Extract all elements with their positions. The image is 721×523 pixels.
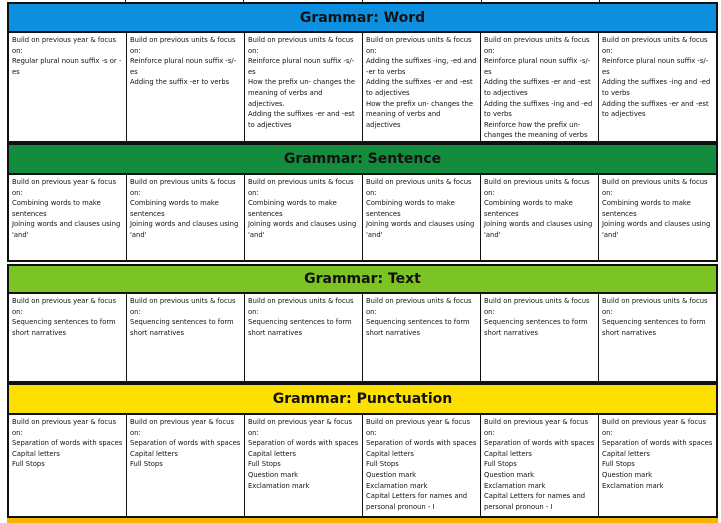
focus-item: Combining words to make sentences	[130, 199, 219, 218]
focus-item: Question mark	[484, 470, 535, 479]
focus-item: Full Stops	[602, 460, 635, 469]
unit-cell	[481, 33, 599, 141]
focus-item: Joining words and clauses using 'and'	[130, 220, 239, 239]
focus-intro: Build on previous year & focus on:	[366, 418, 470, 437]
focus-item: Question mark	[602, 470, 653, 479]
section-heading: Grammar: Sentence	[7, 143, 718, 173]
focus-item: Combining words to make sentences	[366, 199, 455, 218]
focus-intro: Build on previous units & focus on:	[602, 36, 708, 55]
focus-item: Full Stops	[12, 460, 45, 469]
focus-item: Exclamation mark	[248, 481, 310, 490]
focus-intro: Build on previous units & focus on:	[484, 178, 590, 197]
focus-item: Reinforce plural noun suffix -s/-es	[130, 57, 237, 76]
unit-cell	[363, 415, 481, 516]
focus-item: Sequencing sentences to form short narratives	[12, 318, 116, 337]
focus-item: Adding the suffixes -ing, -ed and -er to verbs	[366, 57, 477, 76]
unit-cell	[245, 294, 363, 381]
focus-item: Question mark	[366, 470, 417, 479]
unit-cell	[363, 294, 481, 381]
focus-item: Joining words and clauses using 'and'	[12, 220, 121, 239]
focus-item: Separation of words with spaces	[484, 439, 595, 448]
focus-item: Exclamation mark	[366, 481, 428, 490]
section-row	[7, 413, 718, 518]
focus-item: Separation of words with spaces	[12, 439, 123, 448]
focus-intro: Build on previous units & focus on:	[248, 36, 354, 55]
unit-cell	[481, 294, 599, 381]
focus-item: Capital letters	[366, 449, 414, 458]
focus-item: Full Stops	[366, 460, 399, 469]
unit-cell	[481, 415, 599, 516]
focus-item: Sequencing sentences to form short narratives	[366, 318, 470, 337]
focus-item: Joining words and clauses using 'and'	[366, 220, 475, 239]
focus-intro: Build on previous year & focus on:	[12, 418, 116, 437]
focus-intro: Build on previous units & focus on:	[366, 297, 472, 316]
focus-item: Capital letters	[130, 449, 178, 458]
focus-item: Combining words to make sentences	[484, 199, 573, 218]
next-section-strip	[7, 518, 718, 523]
unit-cell	[9, 415, 127, 516]
focus-item: Full Stops	[130, 460, 163, 469]
unit-cell	[127, 33, 245, 141]
focus-intro: Build on previous year & focus on:	[12, 178, 116, 197]
focus-intro: Build on previous year & focus on:	[12, 297, 116, 316]
focus-item: Adding the suffixes -er and -est to adjectives	[366, 78, 473, 97]
unit-cell	[127, 175, 245, 260]
focus-intro: Build on previous units & focus on:	[366, 36, 472, 55]
focus-intro: Build on previous units & focus on:	[248, 297, 354, 316]
section-heading: Grammar: Text	[7, 264, 718, 292]
focus-intro: Build on previous units & focus on:	[484, 36, 590, 55]
unit-cell	[127, 294, 245, 381]
section-text	[7, 264, 718, 383]
section-heading: Grammar: Word	[7, 2, 718, 31]
focus-item: Exclamation mark	[602, 481, 664, 490]
focus-item: Sequencing sentences to form short narratives	[484, 318, 588, 337]
focus-item: Separation of words with spaces	[602, 439, 713, 448]
unit-cell	[599, 175, 716, 260]
section-row	[7, 173, 718, 262]
focus-item: Adding the suffixes -ing and -ed to verbs	[484, 99, 593, 119]
unit-cell	[9, 33, 127, 141]
focus-item: Sequencing sentences to form short narratives	[602, 318, 706, 337]
section-punctuation	[7, 383, 718, 518]
focus-item: Full Stops	[484, 460, 517, 469]
focus-item: Joining words and clauses using 'and'	[602, 220, 711, 239]
focus-intro: Build on previous year & focus on:	[130, 418, 234, 437]
focus-item: Adding the suffix -er to verbs	[130, 78, 230, 87]
unit-cell	[599, 33, 716, 141]
section-row	[7, 292, 718, 383]
unit-cell	[599, 415, 716, 516]
focus-intro: Build on previous units & focus on:	[602, 297, 708, 316]
unit-cell	[363, 33, 481, 141]
focus-intro: Build on previous units & focus on:	[130, 178, 236, 197]
focus-item: Reinforce plural noun suffix -s/-es	[248, 57, 355, 76]
focus-item: Capital letters	[248, 449, 296, 458]
focus-intro: Build on previous year & focus on:	[12, 36, 116, 55]
unit-cell	[363, 175, 481, 260]
focus-intro: Build on previous units & focus on:	[248, 178, 354, 197]
unit-cell	[127, 415, 245, 516]
focus-item: Regular plural noun suffix -s or -es	[12, 57, 122, 76]
focus-intro: Build on previous units & focus on:	[366, 178, 472, 197]
focus-item: Capital letters	[484, 449, 532, 458]
section-row	[7, 31, 718, 143]
section-word	[7, 2, 718, 143]
focus-intro: Build on previous units & focus on:	[602, 178, 708, 197]
focus-item: Combining words to make sentences	[12, 199, 101, 218]
focus-item: Sequencing sentences to form short narratives	[130, 318, 234, 337]
focus-item: Full Stops	[248, 460, 281, 469]
focus-item: Adding the suffixes -er and -est to adjectives	[602, 99, 709, 119]
focus-item: Combining words to make sentences	[248, 199, 337, 218]
focus-intro: Build on previous year & focus on:	[602, 418, 706, 437]
focus-item: Adding the suffixes -er and -est to adjectives	[484, 78, 591, 97]
unit-cell	[9, 175, 127, 260]
focus-item: Separation of words with spaces	[366, 439, 477, 448]
section-sentence	[7, 143, 718, 262]
focus-item: Separation of words with spaces	[248, 439, 359, 448]
focus-item: Separation of words with spaces	[130, 439, 241, 448]
focus-intro: Build on previous units & focus on:	[130, 297, 236, 316]
unit-cell	[9, 294, 127, 381]
focus-item: Exclamation mark	[484, 481, 546, 490]
focus-item: Adding the suffixes -er and -est to adjectives	[248, 110, 355, 129]
focus-item: Sequencing sentences to form short narratives	[248, 318, 352, 337]
focus-item: Capital letters	[12, 449, 60, 458]
focus-item: Capital letters	[602, 449, 650, 458]
focus-intro: Build on previous units & focus on:	[484, 297, 590, 316]
focus-item: Capital Letters for names and personal pronoun - I	[484, 492, 586, 511]
focus-item: Joining words and clauses using 'and'	[248, 220, 357, 239]
focus-item: Combining words to make sentences	[602, 199, 691, 218]
focus-item: Capital Letters for names and personal pronoun - I	[366, 492, 468, 511]
focus-item: Joining words and clauses using 'and'	[484, 220, 593, 239]
focus-item: Reinforce how the prefix un- changes the meaning of verbs	[484, 120, 588, 140]
unit-cell	[245, 33, 363, 141]
focus-item: Adding the suffixes -ing and -ed to verbs	[602, 78, 711, 97]
focus-item: Reinforce plural noun suffix -s/-es	[602, 57, 709, 76]
focus-intro: Build on previous units & focus on:	[130, 36, 236, 55]
focus-item: Question mark	[248, 470, 299, 479]
focus-item: Reinforce plural noun suffix -s/-es	[484, 57, 591, 76]
focus-item: How the prefix un- changes the meaning of verbs and adjectives	[366, 99, 474, 129]
unit-cell	[481, 175, 599, 260]
focus-intro: Build on previous year & focus on:	[484, 418, 588, 437]
unit-cell	[245, 415, 363, 516]
section-heading: Grammar: Punctuation	[7, 383, 718, 413]
focus-intro: Build on previous year & focus on:	[248, 418, 352, 437]
focus-item: How the prefix un- changes the meaning of verbs and adjectives.	[248, 78, 356, 108]
unit-cell	[245, 175, 363, 260]
unit-cell	[599, 294, 716, 381]
